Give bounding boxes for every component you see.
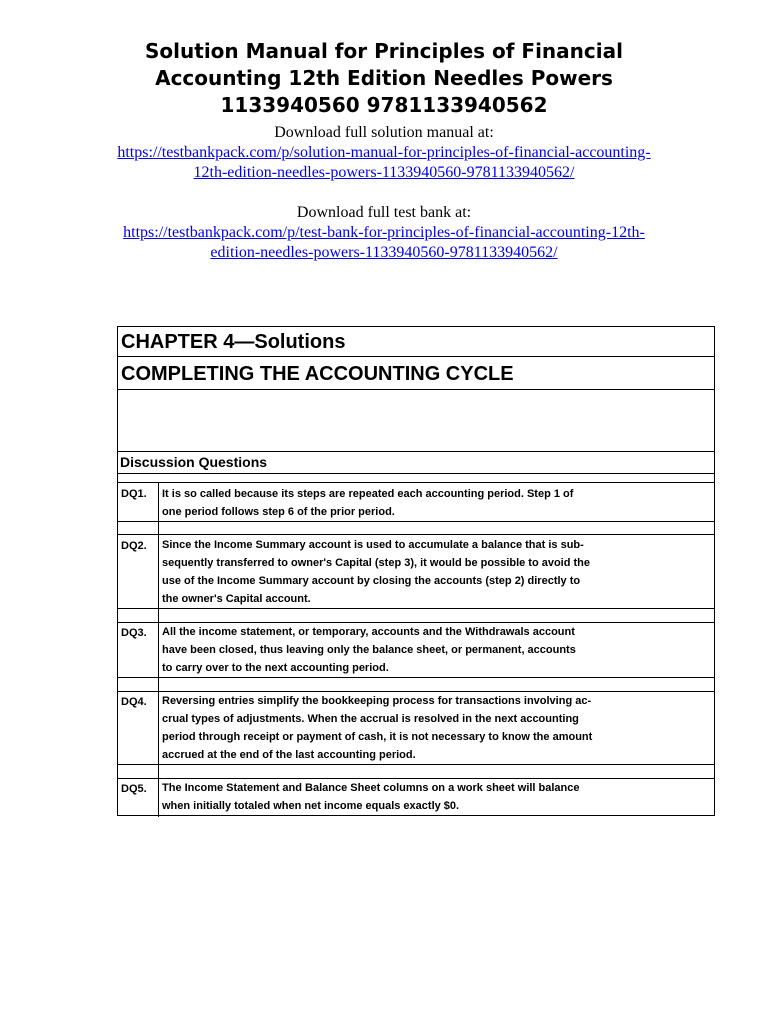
question-label: DQ4. xyxy=(121,696,147,708)
row-divider xyxy=(118,451,714,452)
answer-line: when initially totaled when net income equals exactly $0. xyxy=(162,800,460,812)
document-header xyxy=(0,38,768,263)
answer-line: The Income Statement and Balance Sheet columns on a work sheet will balance xyxy=(162,782,580,794)
test-bank-label: Download full test bank at: xyxy=(296,204,472,221)
answer-line: period through receipt or payment of cash, it is not necessary to know the amount xyxy=(162,731,593,743)
answer-line: crual types of adjustments. When the accrual is resolved in the next accounting xyxy=(162,713,579,725)
solutions-sheet xyxy=(117,326,715,816)
question-label: DQ3. xyxy=(121,627,147,639)
row-divider xyxy=(118,521,714,522)
question-label: DQ2. xyxy=(121,540,147,552)
answer-line: one period follows step 6 of the prior period. xyxy=(162,506,395,518)
answer-line: to carry over to the next accounting period. xyxy=(162,662,389,674)
row-divider xyxy=(118,356,714,357)
title-line: 1133940560 9781133940562 xyxy=(220,93,548,117)
row-divider xyxy=(118,608,714,609)
solution-manual-link[interactable] xyxy=(84,143,684,183)
answer-line: sequently transferred to owner's Capital (step 3), it would be possible to avoid the xyxy=(162,557,591,569)
answer-line: use of the Income Summary account by closing the accounts (step 2) directly to xyxy=(162,575,581,587)
question-label: DQ5. xyxy=(121,783,147,795)
link-line[interactable]: https://testbankpack.com/p/solution-manual-for-principles-of-financial-accounting- xyxy=(117,144,651,161)
chapter-heading: CHAPTER 4—Solutions xyxy=(121,331,346,353)
chapter-subheading: COMPLETING THE ACCOUNTING CYCLE xyxy=(121,363,514,385)
row-divider xyxy=(118,482,714,483)
answer-line: the owner's Capital account. xyxy=(162,593,311,605)
row-divider xyxy=(118,534,714,535)
test-bank-link[interactable] xyxy=(84,223,684,263)
document-title xyxy=(104,38,664,119)
link-line[interactable]: 12th-edition-needles-powers-1133940560-9781133940562/ xyxy=(193,164,575,181)
answer-line: Since the Income Summary account is used to accumulate a balance that is sub- xyxy=(162,539,584,551)
answer-line: Reversing entries simplify the bookkeeping process for transactions involving ac- xyxy=(162,695,592,707)
title-line: Accounting 12th Edition Needles Powers xyxy=(155,66,613,90)
row-divider xyxy=(118,764,714,765)
title-line: Solution Manual for Principles of Financial xyxy=(145,39,623,63)
link-line[interactable]: edition-needles-powers-1133940560-9781133940562/ xyxy=(210,244,558,261)
row-divider xyxy=(118,473,714,474)
link-line[interactable]: https://testbankpack.com/p/test-bank-for-principles-of-financial-accounting-12th- xyxy=(123,224,645,241)
section-title: Discussion Questions xyxy=(120,454,268,470)
row-divider xyxy=(118,677,714,678)
label-column-divider xyxy=(158,482,159,817)
answer-line: It is so called because its steps are repeated each accounting period. Step 1 of xyxy=(162,488,574,500)
row-divider xyxy=(118,389,714,390)
answer-line: have been closed, thus leaving only the balance sheet, or permanent, accounts xyxy=(162,644,576,656)
answer-line: accrued at the end of the last accounting period. xyxy=(162,749,416,761)
question-label: DQ1. xyxy=(121,488,147,500)
answer-line: All the income statement, or temporary, accounts and the Withdrawals account xyxy=(162,626,575,638)
solution-manual-label: Download full solution manual at: xyxy=(274,124,494,141)
